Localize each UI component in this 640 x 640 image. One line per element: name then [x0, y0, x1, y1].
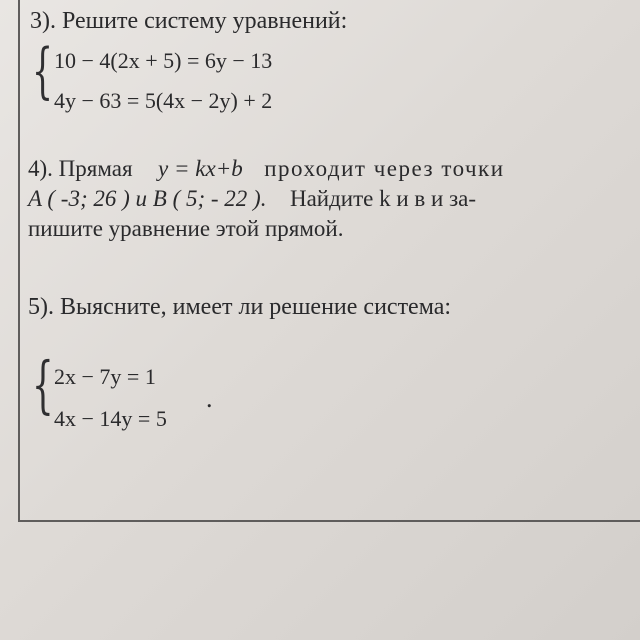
task5-title: 5). Выясните, имеет ли решение система:	[28, 294, 452, 320]
task3-equation-2: 4y − 63 = 5(4x − 2y) + 2	[54, 88, 273, 113]
task4-formula: y = kx+b	[158, 156, 243, 181]
task4-line-1	[28, 154, 505, 183]
task4-points: A ( -3; 26 ) и B ( 5; - 22 ).	[28, 186, 267, 211]
task5-equation-1: 2x − 7y = 1	[54, 364, 156, 389]
task4-prefix: 4). Прямая	[28, 156, 133, 181]
task4-line1-suffix: проходит через точки	[264, 156, 505, 181]
task3-title: 3). Решите систему уравнений:	[30, 8, 348, 34]
task4-line2-suffix: Найдите k и в и за-	[289, 186, 477, 211]
task5-system	[30, 348, 290, 438]
task3-system	[30, 36, 390, 124]
task3-equation-1: 10 − 4(2x + 5) = 6y − 13	[54, 48, 273, 73]
task4-line-3: пишите уравнение этой прямой.	[28, 216, 344, 241]
system-brace-icon: {	[32, 36, 54, 106]
task5-equation-2: 4x − 14y = 5	[54, 406, 167, 431]
task5-trailing-dot: .	[206, 384, 213, 413]
task4-line-2	[28, 184, 476, 213]
system-brace-icon: {	[32, 348, 54, 421]
